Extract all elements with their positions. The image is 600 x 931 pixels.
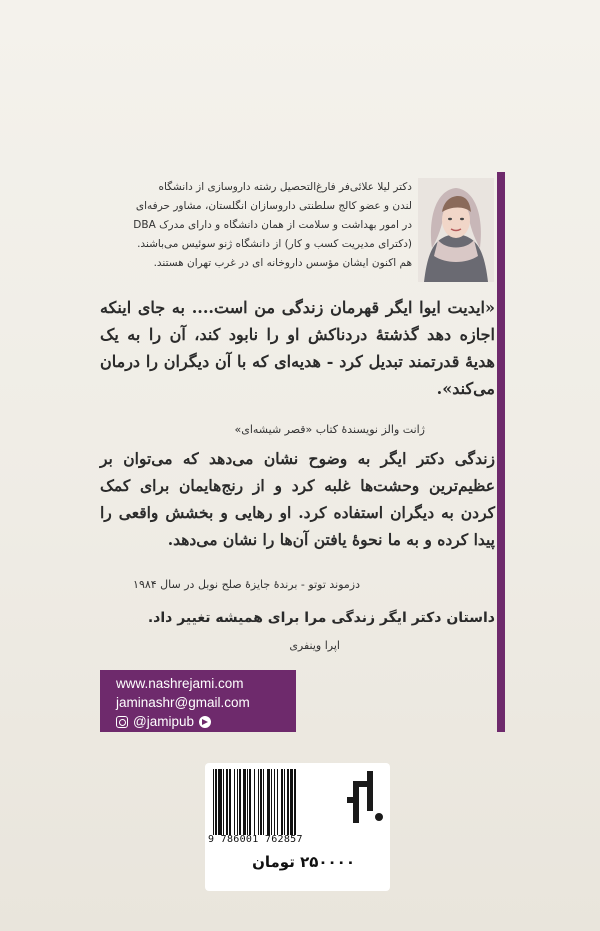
accent-bar — [497, 172, 505, 732]
email-link[interactable]: jaminashr@gmail.com — [116, 695, 250, 710]
email-row — [116, 693, 286, 712]
bio-line: دکتر لیلا علائی‌فر فارغ‌التحصیل رشته داروسازی از دانشگاه — [158, 181, 412, 193]
bio-line: در امور بهداشت و سلامت از همان دانشگاه و دارای مدرک DBA — [133, 219, 412, 231]
isbn-number: 9 786001 762857 — [208, 834, 303, 845]
endorsement-quote-1: «ایدیت ایوا ایگر قهرمان زندگی من است.... به جای اینکه اجازه دهد گذشتهٔ دردناکش او را نابود کند، آن را به یک هدیهٔ قدرتمند تبدیل کرد - هدیه‌ای که با آن دیگران را درمان می‌کند». — [100, 298, 495, 398]
website-row — [116, 674, 286, 693]
bio-line: (دکترای مدیریت کسب و کار) از دانشگاه ژنو سوئیس می‌باشند. — [137, 238, 412, 250]
social-row — [116, 712, 286, 731]
publisher-logo — [343, 767, 387, 829]
price-label: ۲۵۰۰۰۰ تومان — [252, 853, 355, 871]
endorsement-attribution-1: ژانت والز نویسندهٔ کتاب «قصر شیشه‌ای» — [234, 423, 425, 436]
isbn-barcode — [213, 769, 333, 835]
author-portrait — [418, 178, 494, 282]
barcode-stripe — [296, 769, 297, 835]
author-bio — [100, 178, 412, 273]
bio-line: لندن و عضو کالج سلطنتی داروسازان انگلستان، مشاور حرفه‌ای — [135, 200, 412, 212]
endorsement-attribution-2: دزموند توتو - برندهٔ جایزهٔ صلح نوبل در سال ۱۹۸۴ — [133, 578, 360, 591]
bio-line: هم اکنون ایشان مؤسس داروخانه ای در غرب تهران هستند. — [153, 257, 412, 269]
website-link[interactable]: www.nashrejami.com — [116, 676, 244, 691]
endorsement-attribution-3: اپرا وینفری — [289, 639, 340, 652]
instagram-icon — [116, 716, 128, 728]
endorsement-quote-2: زندگی دکتر ایگر به وضوح نشان می‌دهد که می‌توان بر عظیم‌ترین وحشت‌ها غلبه کرد و از رنج‌هایمان برای کمک کردن به دیگران استفاده کرد. او رهایی و بخشش واقعی را پیدا کرده و به ما نحوهٔ یافتن آن‌ها را نشان می‌دهد. — [100, 449, 495, 549]
endorsement-quote-3: داستان دکتر ایگر زندگی مرا برای همیشه تغییر داد. — [147, 610, 495, 626]
social-handle[interactable]: @jamipub — [133, 714, 194, 729]
barcode-sticker — [205, 763, 390, 891]
telegram-icon — [199, 716, 211, 728]
publisher-contact-box — [100, 670, 296, 732]
